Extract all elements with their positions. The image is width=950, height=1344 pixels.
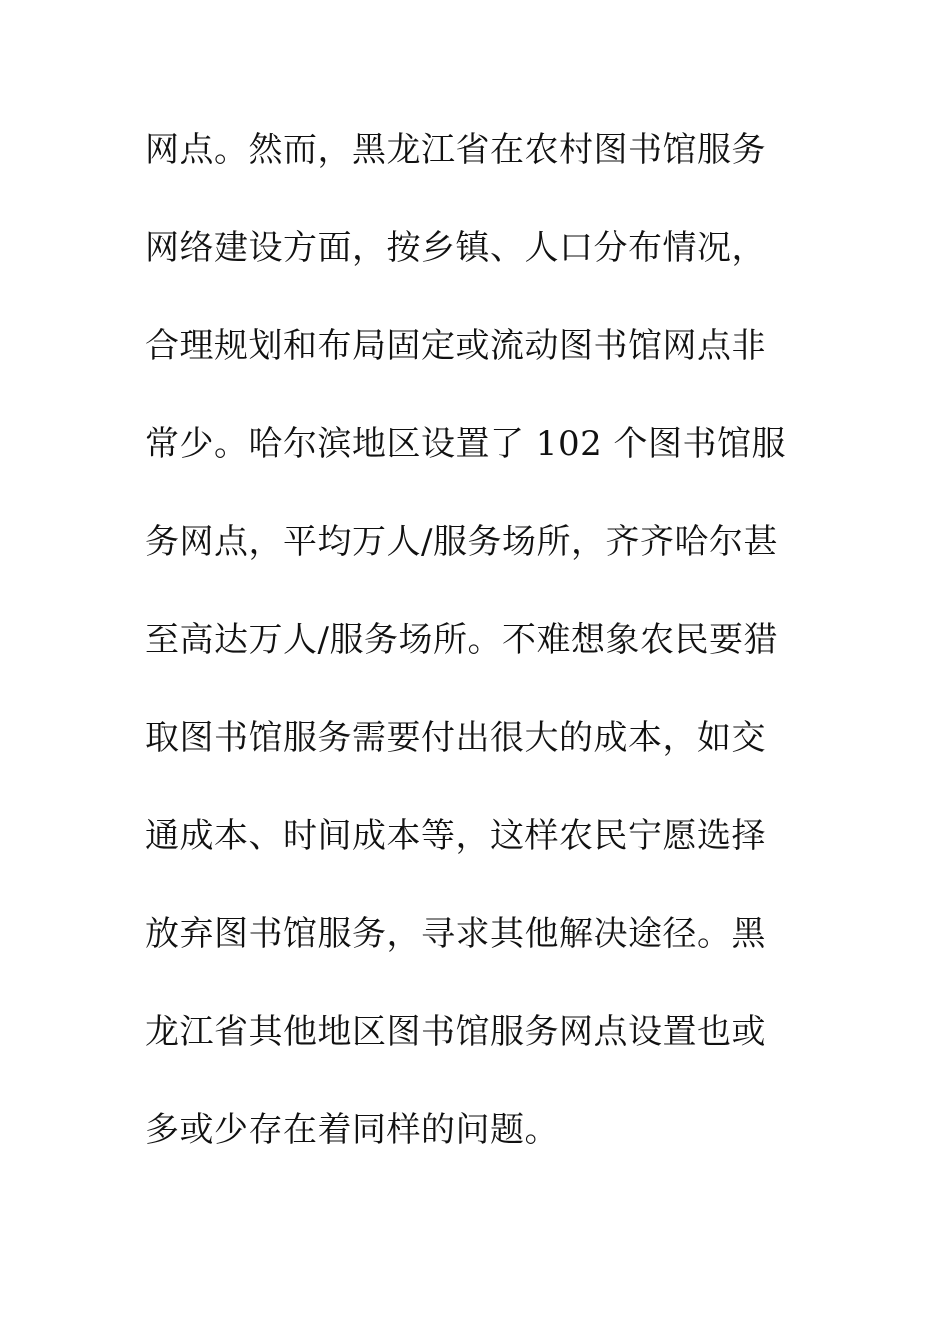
- text-line: 取图书馆服务需要付出很大的成本，如交: [145, 718, 766, 758]
- text-line: 多或少存在着同样的问题。: [145, 1110, 559, 1150]
- text-line: 放弃图书馆服务，寻求其他解决途径。黑: [145, 914, 766, 954]
- text-line: 至高达万人/服务场所。不难想象农民要猎: [145, 620, 778, 660]
- text-line: 龙江省其他地区图书馆服务网点设置也或: [145, 1012, 766, 1052]
- text-line: 常少。哈尔滨地区设置了 102 个图书馆服: [145, 424, 787, 464]
- text-line: 合理规划和布局固定或流动图书馆网点非: [145, 326, 766, 366]
- body-paragraph: [145, 118, 825, 1196]
- text-line: 务网点，平均万人/服务场所，齐齐哈尔甚: [145, 522, 778, 562]
- text-line: 网点。然而，黑龙江省在农村图书馆服务: [145, 130, 766, 170]
- text-line: 通成本、时间成本等，这样农民宁愿选择: [145, 816, 766, 856]
- text-line: 网络建设方面，按乡镇、人口分布情况，: [145, 228, 766, 268]
